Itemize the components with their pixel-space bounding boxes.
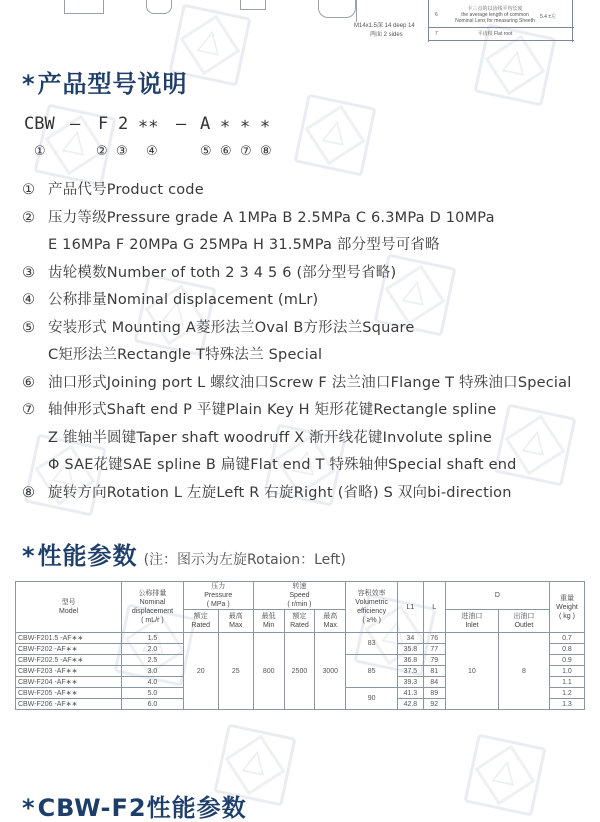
cell-weight: 1.3: [549, 699, 584, 710]
position-number: ⑧: [260, 144, 272, 159]
code-segment: ∗∗: [138, 114, 159, 134]
cell-l1: 35.8: [398, 644, 423, 655]
header-l1: L1: [398, 582, 423, 633]
code-segment: A: [200, 114, 211, 134]
cell-weight: 1.0: [549, 666, 584, 677]
table-row: [16, 633, 585, 644]
cell-l: 81: [423, 666, 445, 677]
section-title-cbw-f2-performance: *CBW-F2性能参数: [22, 794, 247, 822]
position-number: ①: [34, 144, 46, 159]
cell-l1: 39.3: [398, 677, 423, 688]
cell-model: CBW-F203 -AF∗∗: [16, 666, 122, 677]
legend-item: E 16MPa F 20MPa G 25MPa H 31.5MPa 部分型号可省略: [48, 237, 440, 253]
cell-outlet: 8: [498, 633, 549, 710]
cell-model: CBW-F206 -AF∗∗: [16, 699, 122, 710]
position-number: ④: [146, 144, 158, 159]
star-icon: *: [22, 794, 36, 822]
code-segment: ∗: [240, 114, 251, 134]
cell-weight: 0.7: [549, 633, 584, 644]
cell-displacement: 1.5: [122, 633, 184, 644]
header-rated: 额定 Rated: [284, 610, 315, 633]
cell-displacement: 5.0: [122, 688, 184, 699]
code-segment: ∗: [260, 114, 271, 134]
header-displacement: 公称排量 Nominal displacement ( mL/r ): [122, 582, 184, 633]
sides-dimension-label: 两面 2 sides: [370, 32, 403, 38]
star-icon: *: [22, 542, 36, 570]
cell-efficiency: 83: [346, 633, 398, 655]
performance-table: [15, 581, 585, 710]
header-outlet: 出油口 Outlet: [498, 610, 549, 633]
cell-efficiency: 90: [346, 688, 398, 710]
cell-displacement: 6.0: [122, 699, 184, 710]
drawing-outline: [64, 0, 104, 14]
header-max: 最高 Max: [218, 610, 253, 633]
cell-model: CBW-F202.5 -AF∗∗: [16, 655, 122, 666]
code-segment: CBW: [24, 114, 55, 134]
cell-l: 92: [423, 699, 445, 710]
watermark-logo: [463, 733, 546, 816]
header-l: L: [423, 582, 445, 633]
header-inlet: 进油口 Inlet: [445, 610, 498, 633]
cell-l1: 37.5: [398, 666, 423, 677]
legend-item: ③ 齿轮模数Number of toth 2 3 4 5 6 (部分型号省略): [22, 265, 397, 281]
legend-item: Z 锥轴半圆键Taper shaft woodruff X 渐开线花键Involute spline: [48, 430, 492, 446]
star-icon: *: [22, 70, 36, 98]
header-weight: 重量 Weight ( kg ): [549, 582, 584, 633]
cell-speed-min: 800: [253, 633, 284, 710]
drawing-outline: [146, 0, 172, 14]
code-segment: —: [176, 114, 187, 134]
cell-displacement: 3.0: [122, 666, 184, 677]
cell-l: 77: [423, 644, 445, 655]
legend-item: ⑧ 旋转方向Rotation L 左旋Left R 右旋Right (省略) S 双向bi-direction: [22, 485, 512, 501]
cell-efficiency: 85: [346, 655, 398, 688]
position-number: ②: [96, 144, 108, 159]
cell-l1: 36.8: [398, 655, 423, 666]
legend-item: Φ SAE花键SAE spline B 扁键Flat end T 特殊轴伸Special shaft end: [48, 457, 517, 473]
position-number: ③: [116, 144, 128, 159]
code-segment: 2: [118, 114, 129, 134]
cell-pressure-rated: 20: [183, 633, 218, 710]
cell-l: 89: [423, 688, 445, 699]
cell-l1: 41.3: [398, 688, 423, 699]
drawing-outline: [318, 0, 356, 18]
header-min: 最低 Min: [253, 610, 284, 633]
header-pressure: 压力 Pressure ( MPa ): [183, 582, 253, 610]
cell-l: 76: [423, 633, 445, 644]
cell-displacement: 4.0: [122, 677, 184, 688]
cell-weight: 1.2: [549, 688, 584, 699]
code-segment: —: [70, 114, 81, 134]
header-rated: 额定 Rated: [183, 610, 218, 633]
position-number: ⑦: [240, 144, 252, 159]
top-drawing-strip: [0, 0, 600, 50]
legend-item: C矩形法兰Rectangle T特殊法兰 Special: [48, 347, 323, 363]
section-note: (注：图示为左旋Rotaion：Left): [143, 552, 346, 568]
thread-dimension-label: M14x1.5深 14 deep 14: [354, 23, 415, 29]
position-number: ⑤: [200, 144, 212, 159]
table-header-row: [16, 582, 585, 610]
header-speed: 转速 Speed ( r/min ): [253, 582, 345, 610]
cell-l: 79: [423, 655, 445, 666]
cell-model: CBW-F205 -AF∗∗: [16, 688, 122, 699]
cell-model: CBW-F202 -AF∗∗: [16, 644, 122, 655]
legend-item: ② 压力等级Pressure grade A 1MPa B 2.5MPa C 6.3MPa D 10MPa: [22, 210, 495, 226]
code-segment: ∗: [220, 114, 231, 134]
cell-weight: 1.1: [549, 677, 584, 688]
header-d: D: [445, 582, 549, 610]
section-title-model-description: *产品型号说明: [22, 70, 188, 98]
watermark-logo: [493, 403, 576, 486]
header-max: 最高 Max: [315, 610, 346, 633]
header-efficiency: 容积效率 Volumetric efficiency ( ≥% ): [346, 582, 398, 633]
drawing-outline: [240, 0, 266, 10]
legend-item: ④ 公称排量Nominal displacement (mLr): [22, 292, 319, 308]
cell-speed-rated: 2500: [284, 633, 315, 710]
cell-displacement: 2.5: [122, 655, 184, 666]
spec-row: 6 卡三点的以齿线平均长度 the average length of common Nominal Lens for measuring Sheeth 5.4 ±左: [429, 0, 574, 28]
cell-model: CBW-F204 -AF∗∗: [16, 677, 122, 688]
spline-spec-table: [428, 0, 573, 42]
cell-speed-max: 3000: [315, 633, 346, 710]
watermark-logo: [293, 93, 376, 176]
cell-pressure-max: 25: [218, 633, 253, 710]
legend-item: ⑤ 安装形式 Mounting A菱形法兰Oval B方形法兰Square: [22, 320, 415, 336]
legend-item: ⑥ 油口形式Joining port L 螺纹油口Screw F 法兰油口Flange T 特殊油口Special: [22, 375, 572, 391]
drawing-outline: [356, 0, 357, 22]
code-segment: F: [98, 114, 109, 134]
cell-weight: 0.8: [549, 644, 584, 655]
legend-item: ⑦ 轴伸形式Shaft end P 平键Plain Key H 矩形花键Rectangle spline: [22, 402, 497, 418]
header-model: 型号 Model: [16, 582, 122, 633]
section-title-performance: *性能参数 (注：图示为左旋Rotaion：Left): [22, 542, 346, 570]
cell-l1: 34: [398, 633, 423, 644]
cell-inlet: 10: [445, 633, 498, 710]
legend-item: ① 产品代号Product code: [22, 182, 204, 198]
position-number: ⑥: [220, 144, 232, 159]
cell-weight: 0.9: [549, 655, 584, 666]
spec-row: 7 平齿根 Flat root: [429, 28, 574, 41]
cell-displacement: 2.0: [122, 644, 184, 655]
cell-l: 84: [423, 677, 445, 688]
cell-l1: 42.8: [398, 699, 423, 710]
cell-model: CBW-F201.5 -AF∗∗: [16, 633, 122, 644]
